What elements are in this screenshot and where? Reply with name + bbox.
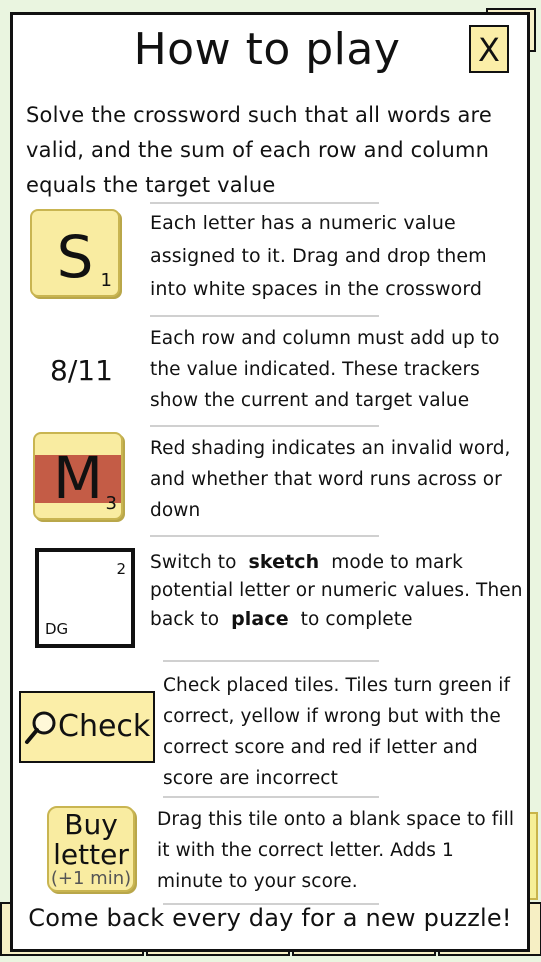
footer-message: Come back every day for a new puzzle!	[28, 904, 512, 932]
example-invalid-tile	[33, 432, 123, 520]
buy-letter-line2: letter	[53, 838, 129, 871]
magnifier-icon	[24, 709, 58, 747]
tile-score: 3	[105, 493, 117, 514]
check-description: Check placed tiles. Tiles turn green if correct, yellow if wrong but with the correct score and red if letter and score are incorrect	[163, 675, 511, 789]
invalid-description: Red shading indicates an invalid word, and whether that word runs across or down	[150, 438, 511, 521]
buy-letter-description: Drag this tile onto a blank space to fill it with the correct letter. Adds 1 minute to your score.	[157, 809, 515, 892]
intro-text: Solve the crossword such that all words are valid, and the sum of each row and column equals the target value	[26, 103, 493, 197]
cell-number: 2	[116, 560, 126, 578]
tracker-description: Each row and column must add up to the value indicated. These trackers show the current and target value	[150, 328, 500, 411]
close-button[interactable]: X	[469, 25, 509, 73]
buy-letter-tile[interactable]	[47, 806, 135, 892]
check-button-label: Check	[58, 709, 151, 744]
buy-letter-line1: Buy	[64, 808, 118, 841]
divider	[150, 425, 379, 427]
tile-letter: S	[56, 223, 94, 291]
sketch-description	[150, 548, 530, 634]
divider	[163, 796, 379, 798]
check-button[interactable]	[19, 691, 155, 763]
divider	[150, 202, 379, 204]
divider	[150, 315, 379, 317]
sketch-text-before: Switch to	[150, 552, 237, 573]
divider	[163, 660, 379, 662]
score-tracker: 8/11	[50, 354, 113, 387]
sketch-text-middle: mode to mark potential letter or numeric values. Then back to	[150, 552, 523, 630]
modal-title: How to play	[133, 24, 401, 75]
divider	[150, 535, 379, 537]
tile-score: 1	[100, 270, 112, 291]
tile-letter: M	[52, 444, 104, 512]
cell-sketch-marks: DG	[45, 620, 69, 638]
sketch-text-after: to complete	[300, 609, 413, 630]
sketch-mode-label: sketch	[248, 551, 320, 573]
example-letter-tile	[30, 209, 120, 297]
letter-tile-description: Each letter has a numeric value assigned to it. Drag and drop them into white spaces in the crossword	[150, 212, 487, 300]
place-mode-label: place	[231, 608, 289, 630]
buy-letter-cost: (+1 min)	[50, 868, 132, 889]
example-sketch-cell	[35, 548, 135, 648]
